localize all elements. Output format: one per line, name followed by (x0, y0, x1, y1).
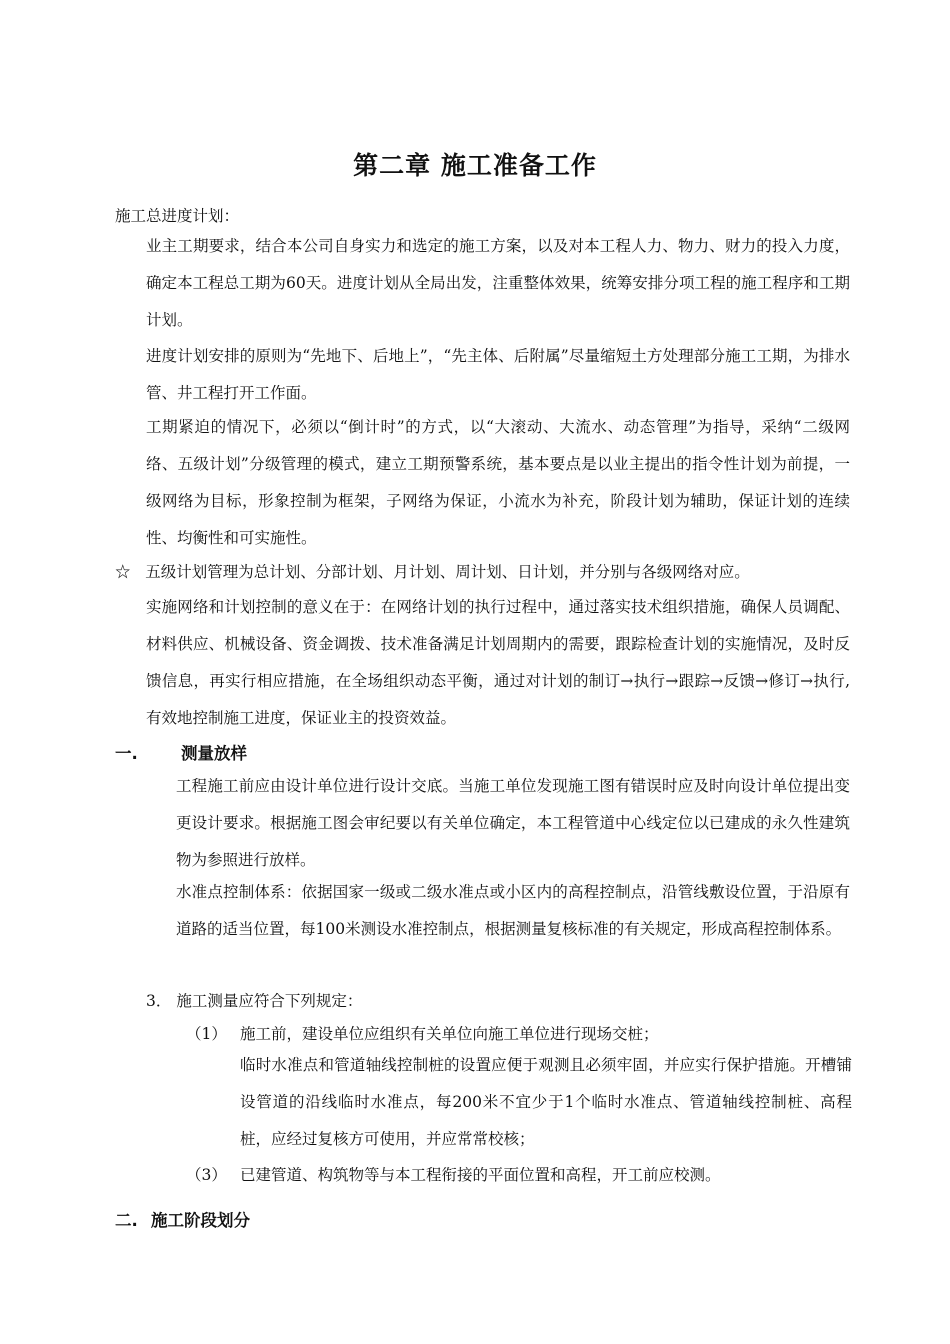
schedule-paragraph-5: 实施网络和计划控制的意义在于：在网络计划的执行过程中，通过落实技术组织措施，确保人员调配、材料供应、机械设备、资金调拨、技术准备满足计划周期内的需要，跟踪检查计划的实施情况，及时反馈信息，再实行相应措施，在全场组织动态平衡，通过对计划的制订→执行→跟踪→反馈→修订→执行,有效地控制施工进度，保证业主的投资效益。 (146, 598, 850, 727)
survey-subitem-1-text: 施工前，建设单位应组织有关单位向施工单位进行现场交桩； (240, 1025, 659, 1043)
survey-subitem-3 (186, 1165, 850, 1185)
survey-subitem-3-text: 已建管道、构筑物等与本工程衔接的平面位置和高程，开工前应校测。 (240, 1166, 721, 1184)
section-2-title: 施工阶段划分 (151, 1211, 250, 1230)
survey-item-3 (146, 991, 850, 1011)
section-1-heading (115, 740, 247, 764)
chapter-title: 第二章 施工准备工作 (353, 151, 597, 180)
survey-subitem-2: 临时水准点和管道轴线控制桩的设置应便于观测且必须牢固，并应实行保护措施。开槽铺设管道的沿线临时水准点，每200米不宜少于1个临时水准点、管道轴线控制桩、高程桩，应经过复核方可使用，并应常常校核； (240, 1056, 852, 1148)
section-2-heading (115, 1207, 250, 1231)
survey-paragraph-1: 工程施工前应由设计单位进行设计交底。当施工单位发现施工图有错误时应及时向设计单位提出变更设计要求。根据施工图会审纪要以有关单位确定，本工程管道中心线定位以已建成的永久性建筑物为参照进行放样。 (176, 777, 850, 869)
schedule-label: 施工总进度计划： (115, 207, 240, 225)
survey-paragraph-2: 水准点控制体系：依据国家一级或二级水准点或小区内的高程控制点，沿管线敷设位置，于沿原有道路的适当位置，每100米测设水准控制点，根据测量复核标准的有关规定，形成高程控制体系。 (176, 883, 850, 938)
survey-subitem-1 (186, 1024, 850, 1044)
star-icon: ☆ (115, 563, 131, 581)
schedule-paragraph-2: 进度计划安排的原则为“先地下、后地上”，“先主体、后附属”尽量缩短土方处理部分施工工期，为排水管、井工程打开工作面。 (146, 347, 850, 402)
schedule-paragraph-1: 业主工期要求，结合本公司自身实力和选定的施工方案，以及对本工程人力、物力、财力的投入力度，确定本工程总工期为60天。进度计划从全局出发，注重整体效果，统筹安排分项工程的施工程序和工期计划。 (146, 237, 850, 329)
five-level-plan-text: 五级计划管理为总计划、分部计划、月计划、周计划、日计划，并分别与各级网络对应。 (145, 563, 750, 581)
survey-subitem-1-number: （1） (186, 1025, 227, 1043)
five-level-plan-item (115, 554, 850, 591)
schedule-paragraph-3: 工期紧迫的情况下，必须以“倒计时”的方式，以“大滚动、大流水、动态管理”为指导，采纳“二级网络、五级计划”分级管理的模式，建立工期预警系统，基本要点是以业主提出的指令性计划为前提，一级网络为目标，形象控制为框架，子网络为保证，小流水为补充，阶段计划为辅助，保证计划的连续性、均衡性和可实施性。 (146, 418, 850, 547)
section-2-number: 二. (115, 1211, 138, 1230)
survey-subitem-3-number: （3） (186, 1166, 227, 1184)
section-1-number: 一. (115, 744, 138, 763)
section-1-title: 测量放样 (181, 744, 247, 763)
survey-item-3-number: 3． (146, 992, 172, 1010)
survey-item-3-text: 施工测量应符合下列规定： (176, 992, 363, 1010)
